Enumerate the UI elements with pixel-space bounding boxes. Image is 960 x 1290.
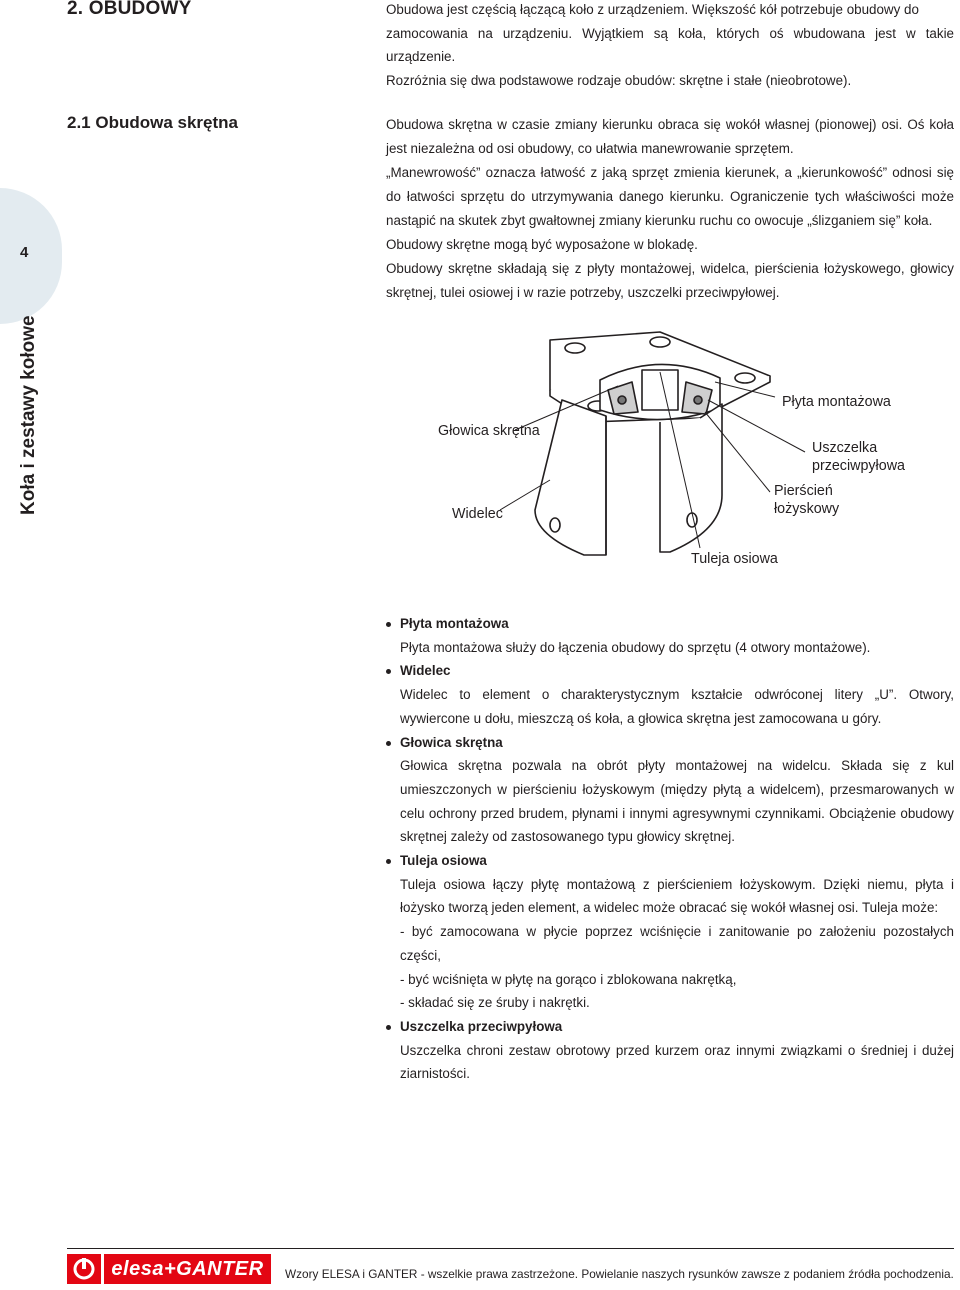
footer-divider	[67, 1248, 954, 1249]
bullet-axle-sleeve	[386, 849, 954, 1015]
label-bearing-ring-2: łożyskowy	[774, 501, 840, 517]
section-heading: 2.1 Obudowa skrętna	[67, 113, 238, 132]
bullet-swivel-head	[386, 731, 954, 850]
label-axle-sleeve: Tuleja osiowa	[691, 551, 778, 567]
brand-emblem-icon	[67, 1254, 101, 1284]
bullet-title: Widelec	[386, 659, 954, 683]
intro-paragraph	[386, 0, 954, 92]
bullet-title: Głowica skrętna	[386, 731, 954, 755]
label-dust-seal-1: Uszczelka	[812, 440, 878, 456]
bullet-mounting-plate	[386, 612, 954, 659]
intro-line-3: Rozróżnia się dwa podstawowe rodzaje obudów: skrętne i stałe (nieobrotowe).	[386, 72, 852, 88]
bullet-title: Płyta montażowa	[386, 612, 954, 636]
bullet-text: Głowica skrętna pozwala na obrót płyty montażowej na widelcu. Składa się z kul umieszczonych w pierścieniu łożyskowym (między płytą a widelcem), przesmarowanych w celu ochrony przed brudem, płynami i innymi agresywnymi czynnikami. Obciążenie obudowy skrętnej zależy od zastosowanego typu głowicy skrętnej.	[400, 758, 954, 845]
bullet-text: Widelec to element o charakterystycznym kształcie odwróconej litery „U”. Otwory, wywiercone u dołu, mieszczą oś koła, a głowica skrętna jest zamocowana u góry.	[400, 687, 954, 726]
paragraph-3: Obudowy skrętne mogą być wyposażone w blokadę.	[386, 237, 698, 252]
side-tab	[0, 188, 62, 324]
label-dust-seal-2: przeciwpyłowa	[812, 458, 905, 474]
brand-logo: elesa+GANTER	[104, 1254, 271, 1284]
chapter-heading: 2. OBUDOWY	[67, 0, 192, 19]
bullet-subitem: - być zamocowana w płycie poprzez wciśnięcie i zanitowanie po założeniu pozostałych części,	[400, 924, 954, 963]
label-mounting-plate: Płyta montażowa	[782, 394, 891, 410]
intro-line-1: Obudowa jest częścią łączącą koło z urządzeniem. Większość kół potrzebuje obudowy do	[386, 2, 919, 17]
paragraph-1: Obudowa skrętna w czasie zmiany kierunku obraca się wokół własnej (pionowej) osi. Oś koła jest niezależna od osi obudowy, co ułatwia manewrowanie sprzętem.	[386, 117, 954, 156]
label-bearing-ring-1: Pierścień	[774, 483, 833, 499]
bullet-text: Uszczelka chroni zestaw obrotowy przed kurzem oraz innymi związkami o średniej i dużej ziarnistości.	[400, 1042, 954, 1082]
label-swivel-head: Głowica skrętna	[438, 423, 540, 439]
fork-drawing	[535, 400, 606, 555]
chapter-number: 4	[20, 244, 29, 261]
bullet-title: Uszczelka przeciwpyłowa	[386, 1015, 954, 1039]
bullet-fork	[386, 659, 954, 730]
bullet-subitem: - składać się ze śruby i nakrętki.	[400, 995, 590, 1011]
bullet-text: Tuleja osiowa łączy płytę montażową z pierścieniem łożyskowym. Dzięki niemu, płyta i łożysko tworzą jeden element, a widelec może obracać się wokół własnej osi. Tuleja może:	[400, 876, 954, 916]
bullet-dust-seal	[386, 1015, 954, 1086]
paragraph-4: Obudowy skrętne składają się z płyty montażowej, widelca, pierścienia łożyskowego, głowicy skrętnej, tulei osiowej i w razie potrzeby, uszczelki przeciwpyłowej.	[386, 261, 954, 300]
side-chapter-label: Koła i zestawy kołowe	[18, 315, 39, 515]
bullet-title: Tuleja osiowa	[386, 849, 954, 873]
section-text	[386, 113, 954, 305]
intro-line-2: zamocowania na urządzeniu. Wyjątkiem są koła, których oś wbudowana jest w takie urządzenie.	[386, 25, 954, 64]
bullet-text: Płyta montażowa służy do łączenia obudowy do sprzętu (4 otwory montażowe).	[400, 639, 871, 655]
copyright-note: Wzory ELESA i GANTER - wszelkie prawa zastrzeżone. Powielanie naszych rysunków zawsze z podaniem źródła pochodzenia.	[285, 1267, 954, 1281]
paragraph-2: „Manewrowość” oznacza łatwość z jaką sprzęt zmienia kierunek, a „kierunkowość” odnosi się do łatwości sprzętu do utrzymywania danego kierunku. Ograniczenie tych właściwości może nastąpić na skutek zbyt gwałtownej zmiany kierunku ruchu co owocuje „ślizganiem się” koła.	[386, 165, 954, 228]
component-list	[386, 612, 954, 1086]
bullet-subitem: - być wciśnięta w płytę na gorąco i zblokowana nakrętką,	[400, 971, 737, 987]
label-fork: Widelec	[452, 506, 503, 522]
